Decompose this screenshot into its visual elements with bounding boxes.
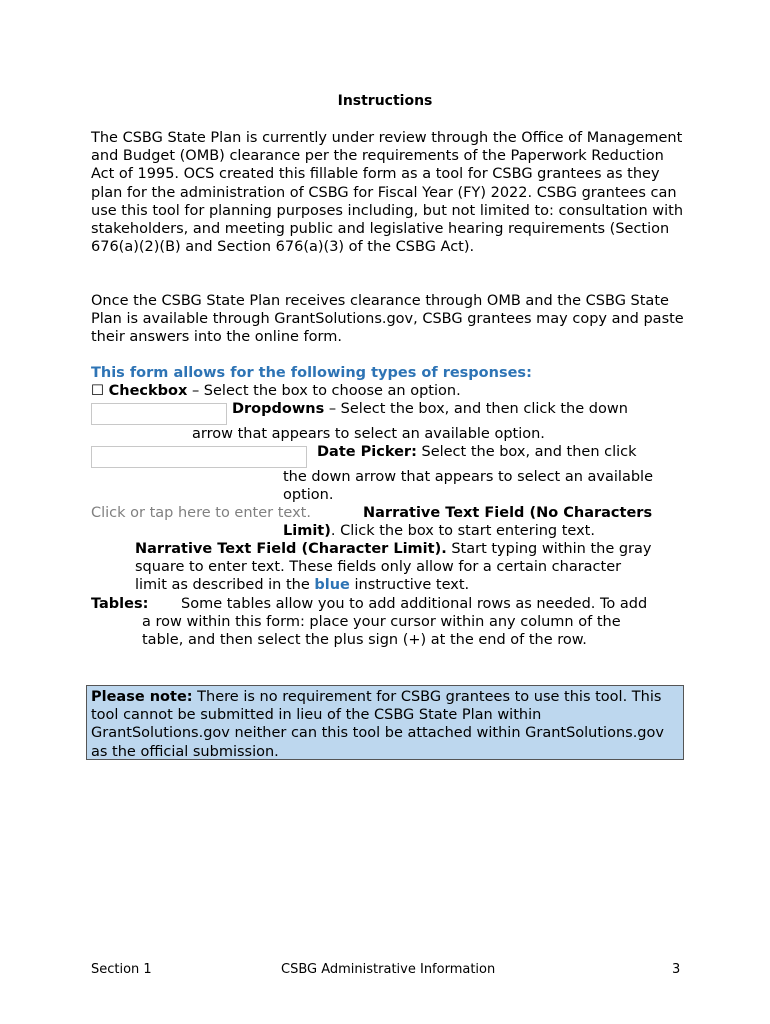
footer-title: CSBG Administrative Information: [281, 962, 496, 977]
note-label: Please note:: [91, 689, 193, 705]
dropdown-sample-box[interactable]: [91, 403, 227, 425]
limit-desc-3a: limit as described in the: [135, 577, 315, 593]
page-title: Instructions: [337, 93, 433, 109]
please-note-box: [86, 685, 684, 760]
checkbox-line: [91, 382, 461, 400]
tables-line-1: [91, 595, 148, 613]
tables-desc-1: Some tables allow you to add additional rows as needed. To add: [181, 596, 648, 612]
limit-label: Narrative Text Field (Character Limit).: [135, 541, 447, 557]
date-picker-line-1: [317, 443, 637, 461]
limit-desc-3b: instructive text.: [349, 577, 470, 593]
dropdown-line-1: [232, 400, 628, 418]
date-picker-line-3: option.: [283, 487, 334, 503]
checkbox-label: Checkbox: [108, 383, 188, 399]
date-picker-label: Date Picker:: [317, 444, 417, 460]
footer-page-number: 3: [672, 962, 681, 977]
dropdown-label: Dropdowns: [232, 401, 325, 417]
limit-line-1: [135, 540, 652, 558]
dropdown-desc: – Select the box, and then click the down: [324, 401, 628, 417]
date-picker-sample-box[interactable]: [91, 446, 307, 468]
date-picker-desc: Select the box, and then click: [416, 444, 637, 460]
limit-line-3: [135, 576, 469, 594]
narrative-desc: . Click the box to start entering text.: [330, 523, 595, 539]
blue-word: blue: [314, 577, 350, 593]
narrative-line-1: [363, 504, 652, 522]
limit-desc: Start typing within the gray: [446, 541, 652, 557]
tables-label: Tables:: [91, 596, 149, 612]
note-text: There is no requirement for CSBG grantees to use this tool. This tool cannot be submitted in lieu of the CSBG State Plan within GrantSolutions.gov neither can this tool be attached within GrantSolutions.gov as the official submission.: [91, 689, 664, 760]
tables-desc-3: table, and then select the plus sign (+) at the end of the row.: [142, 632, 587, 648]
intro-paragraph-2: Once the CSBG State Plan receives clearance through OMB and the CSBG State Plan is available through GrantSolutions.gov, CSBG grantees may copy and paste their answers into the online form.: [91, 293, 684, 346]
responses-heading: This form allows for the following types of responses:: [91, 365, 532, 381]
dropdown-line-2: arrow that appears to select an available option.: [192, 426, 545, 442]
limit-line-2: square to enter text. These fields only allow for a certain character: [135, 559, 622, 575]
narrative-text-placeholder[interactable]: Click or tap here to enter text.: [91, 505, 311, 521]
checkbox-icon[interactable]: ☐: [91, 383, 104, 399]
date-picker-line-2: the down arrow that appears to select an available: [283, 469, 653, 485]
narrative-label-end: Limit): [283, 523, 331, 539]
tables-desc-2: a row within this form: place your cursor within any column of the: [142, 614, 621, 630]
narrative-label: Narrative Text Field (No Characters: [363, 505, 653, 521]
narrative-line-2: [283, 522, 595, 540]
checkbox-desc: – Select the box to choose an option.: [187, 383, 461, 399]
intro-paragraph-1: The CSBG State Plan is currently under review through the Office of Management and Budget (OMB) clearance per the requirements of the Paperwork Reduction Act of 1995. OCS created this fillable form as a tool for CSBG grantees as they plan for the administration of CSBG for Fiscal Year (FY) 2022. CSBG grantees can use this tool for planning purposes including, but not limited to: consultation with stakeholders, and meeting public and legislative hearing requirements (Section 676(a)(2)(B) and Section 676(a)(3) of the CSBG Act).: [91, 130, 684, 256]
footer-section: Section 1: [91, 962, 152, 977]
